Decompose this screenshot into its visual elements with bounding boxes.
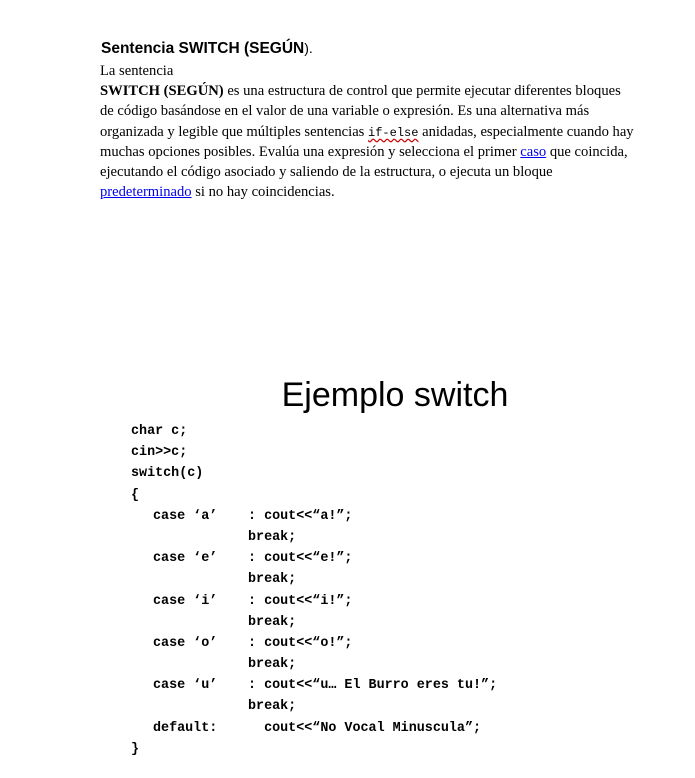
code-break-line: break; [248, 572, 297, 588]
inline-code: if-else [368, 125, 419, 140]
case-stmt: : cout<<“e!”; [248, 551, 353, 567]
para-text: que coincida, [546, 143, 628, 160]
link-caso[interactable]: caso [520, 143, 547, 160]
code-case-line [131, 591, 497, 612]
default-stmt: cout<<“No Vocal Minuscula”; [248, 720, 482, 736]
code-default-line [131, 718, 497, 739]
para-text: es una estructura de control que permite ejecutar diferentes bloques [223, 83, 621, 100]
para-line-4 [100, 122, 690, 142]
para-text: organizada y legible que múltiples sentencias [100, 123, 369, 140]
case-label: case ‘a’ [153, 508, 218, 524]
heading-main: Sentencia SWITCH (SEGÚN [101, 40, 305, 57]
para-line-6: ejecutando el código asociado y saliendo de la estructura, o ejecuta un bloque [100, 163, 553, 180]
code-line: char c; [131, 424, 188, 439]
para-text: si no hay coincidencias. [191, 184, 335, 201]
case-label: case ‘e’ [153, 551, 218, 567]
code-break-line: break; [248, 614, 297, 630]
code-break-line: break; [248, 699, 297, 715]
code-line: { [131, 487, 140, 503]
para-text: anidadas, especialmente cuando hay [418, 123, 634, 140]
case-label: case ‘o’ [153, 635, 218, 651]
bold-term: SWITCH (SEGÚN) [100, 83, 224, 100]
case-stmt: : cout<<“o!”; [248, 635, 353, 651]
case-stmt: : cout<<“a!”; [248, 508, 353, 524]
code-break-line: break; [248, 529, 297, 545]
case-stmt: : cout<<“u… El Burro eres tu!”; [248, 678, 498, 694]
code-case-line [131, 633, 497, 654]
link-predeterminado[interactable]: predeterminado [100, 184, 192, 201]
para-line-3: de código basándose en el valor de una variable o expresión. Es una alternativa más [100, 103, 590, 120]
heading-tail: ). [304, 40, 313, 56]
section-heading [101, 40, 313, 58]
code-block [131, 421, 497, 760]
para-line-7 [100, 182, 690, 202]
code-case-line [131, 675, 497, 696]
code-line: switch(c) [131, 466, 204, 482]
para-text: muchas opciones posibles. Evalúa una expresión y selecciona el primer [100, 143, 521, 160]
code-break-line: break; [248, 657, 297, 673]
code-case-line [131, 506, 497, 527]
para-line-1: La sentencia [100, 63, 174, 79]
case-label: case ‘u’ [153, 678, 218, 694]
case-stmt: : cout<<“i!”; [248, 593, 353, 609]
case-label: case ‘i’ [153, 593, 218, 609]
para-line-2 [100, 81, 690, 101]
description-paragraph [100, 61, 690, 202]
default-label: default: [153, 720, 218, 736]
example-title: Ejemplo switch [281, 376, 509, 414]
code-case-line [131, 548, 497, 569]
para-line-5 [100, 142, 690, 162]
code-line: cin>>c; [131, 445, 188, 461]
code-line: } [131, 741, 140, 757]
